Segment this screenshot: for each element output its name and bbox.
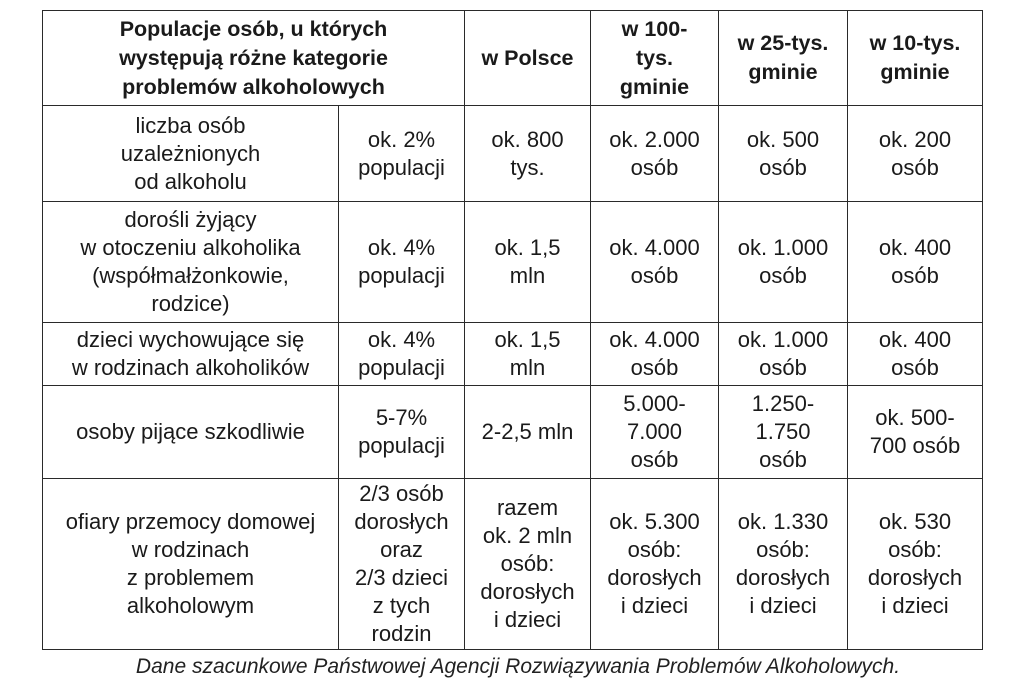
cell-poland: 2-2,5 mln (465, 386, 591, 479)
table-row (43, 479, 983, 650)
header-gmina-100k: w 100- tys. gminie (591, 11, 719, 106)
cell-gmina-100k: 5.000- 7.000 osób (591, 386, 719, 479)
cell-gmina-10k: ok. 400 osób (848, 202, 983, 323)
cell-gmina-25k: 1.250- 1.750 osób (719, 386, 848, 479)
alcohol-problems-table (42, 10, 983, 650)
cell-gmina-10k: ok. 400 osób (848, 323, 983, 386)
row-label: liczba osób uzależnionych od alkoholu (43, 106, 339, 202)
cell-gmina-100k: ok. 2.000 osób (591, 106, 719, 202)
cell-poland: ok. 1,5 mln (465, 323, 591, 386)
cell-gmina-100k: ok. 5.300 osób: dorosłych i dzieci (591, 479, 719, 650)
header-gmina-10k: w 10-tys. gminie (848, 11, 983, 106)
cell-poland: ok. 1,5 mln (465, 202, 591, 323)
cell-share: 5-7% populacji (339, 386, 465, 479)
cell-share: ok. 2% populacji (339, 106, 465, 202)
row-label: ofiary przemocy domowej w rodzinach z problemem alkoholowym (43, 479, 339, 650)
row-label: dzieci wychowujące się w rodzinach alkoholików (43, 323, 339, 386)
table-row (43, 106, 983, 202)
table-header-row (43, 11, 983, 106)
table-source-caption: Dane szacunkowe Państwowej Agencji Rozwiązywania Problemów Alkoholowych. (135, 655, 901, 678)
cell-share: ok. 4% populacji (339, 323, 465, 386)
document-page (42, 10, 982, 680)
row-label: dorośli żyjący w otoczeniu alkoholika (współmałżonkowie, rodzice) (43, 202, 339, 323)
cell-share: 2/3 osób dorosłych oraz 2/3 dzieci z tych rodzin (339, 479, 465, 650)
table-row (43, 202, 983, 323)
row-label: osoby pijące szkodliwie (43, 386, 339, 479)
header-poland: w Polsce (465, 11, 591, 106)
table-row (43, 386, 983, 479)
header-gmina-25k: w 25-tys. gminie (719, 11, 848, 106)
table-row (43, 323, 983, 386)
cell-gmina-25k: ok. 1.000 osób (719, 202, 848, 323)
cell-gmina-100k: ok. 4.000 osób (591, 202, 719, 323)
cell-gmina-10k: ok. 530 osób: dorosłych i dzieci (848, 479, 983, 650)
cell-gmina-10k: ok. 500- 700 osób (848, 386, 983, 479)
header-population: Populacje osób, u których występują różne kategorie problemów alkoholowych (43, 11, 465, 106)
cell-gmina-100k: ok. 4.000 osób (591, 323, 719, 386)
cell-poland: ok. 800 tys. (465, 106, 591, 202)
cell-poland: razem ok. 2 mln osób: dorosłych i dzieci (465, 479, 591, 650)
cell-gmina-10k: ok. 200 osób (848, 106, 983, 202)
cell-gmina-25k: ok. 1.000 osób (719, 323, 848, 386)
cell-gmina-25k: ok. 1.330 osób: dorosłych i dzieci (719, 479, 848, 650)
cell-share: ok. 4% populacji (339, 202, 465, 323)
cell-gmina-25k: ok. 500 osób (719, 106, 848, 202)
